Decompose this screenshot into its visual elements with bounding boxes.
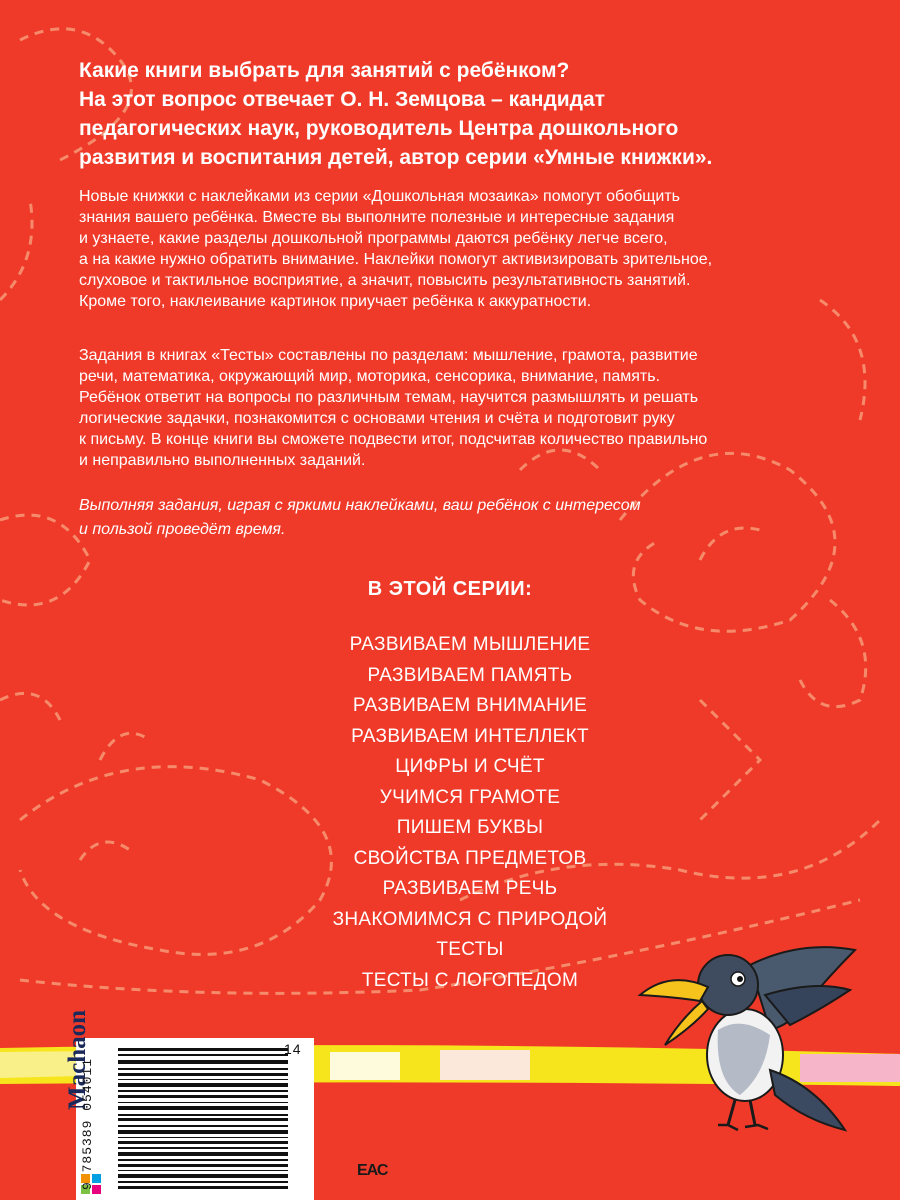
paragraph-line: и узнаете, какие разделы дошкольной программы даются ребёнку легче всего, [79, 230, 668, 247]
series-title: РАЗВИВАЕМ МЫШЛЕНИЕ [349, 634, 591, 655]
paragraph-line: Задания в книгах «Тесты» составлены по разделам: мышление, грамота, развитие [79, 347, 698, 364]
eac-certification-mark: ЕАС [357, 1162, 388, 1179]
series-title: ПИШЕМ БУКВЫ [396, 817, 544, 838]
series-title: ТЕСТЫ [436, 939, 504, 960]
intro-line: педагогических наук, руководитель Центра дошкольного [79, 117, 679, 140]
paragraph-line: и неправильно выполненных заданий. [79, 452, 366, 469]
magpie-illustration [600, 935, 870, 1140]
paragraph-line: к письму. В конце книги вы сможете подвести итог, подсчитав количество правильно [79, 431, 708, 448]
paragraph-line: знания вашего ребёнка. Вместе вы выполните полезные и интересные задания [79, 209, 675, 226]
isbn-number: 9 785389 054011 [80, 1057, 95, 1190]
barcode-code: 14 [284, 1041, 302, 1057]
paragraph-line: Кроме того, наклеивание картинок приучает ребёнка к аккуратности. [79, 293, 592, 310]
intro-line: Какие книги выбрать для занятий с ребёнком? [79, 59, 570, 82]
series-title: СВОЙСТВА ПРЕДМЕТОВ [353, 847, 587, 869]
series-title: РАЗВИВАЕМ ИНТЕЛЛЕКТ [351, 725, 589, 747]
paragraph-line: логические задачки, познакомится с основами чтения и счёта и подготовит руку [79, 410, 675, 427]
intro-line: На этот вопрос отвечает О. Н. Земцова – кандидат [79, 88, 605, 111]
series-title: ЦИФРЫ И СЧЁТ [395, 756, 545, 777]
intro-heading [79, 56, 859, 172]
series-title: РАЗВИВАЕМ ВНИМАНИЕ [352, 695, 588, 716]
paragraph-line: а на какие нужно обратить внимание. Наклейки помогут активизировать зрительное, [79, 251, 713, 268]
series-title: ТЕСТЫ С ЛОГОПЕДОМ [361, 969, 579, 991]
intro-line: развития и воспитания детей, автор серии «Умные книжки». [79, 146, 713, 169]
paragraph-line: Новые книжки с наклейками из серии «Дошкольная мозаика» помогут обобщить [79, 188, 680, 205]
series-heading: В ЭТОЙ СЕРИИ: [367, 578, 533, 600]
description-paragraph-1 [79, 186, 869, 312]
barcode [118, 1048, 288, 1193]
series-title: ЗНАКОМИМСЯ С ПРИРОДОЙ [332, 908, 608, 930]
paragraph-line: речи, математика, окружающий мир, моторика, сенсорика, внимание, память. [79, 368, 661, 385]
closing-paragraph [79, 494, 869, 542]
series-title: РАЗВИВАЕМ РЕЧЬ [382, 878, 558, 899]
paragraph-line: слуховое и тактильное восприятие, а значит, повысить результативность занятий. [79, 272, 691, 289]
series-title: РАЗВИВАЕМ ПАМЯТЬ [367, 664, 573, 686]
description-paragraph-2 [79, 345, 869, 471]
publisher-logo: Machaon [64, 1010, 91, 1110]
paragraph-line: Ребёнок ответит на вопросы по различным темам, научится размышлять и решать [79, 389, 699, 406]
paragraph-line: и пользой проведёт время. [79, 521, 286, 538]
paragraph-line: Выполняя задания, играя с яркими наклейками, ваш ребёнок с интересом [79, 497, 641, 514]
series-title: УЧИМСЯ ГРАМОТЕ [379, 786, 561, 808]
